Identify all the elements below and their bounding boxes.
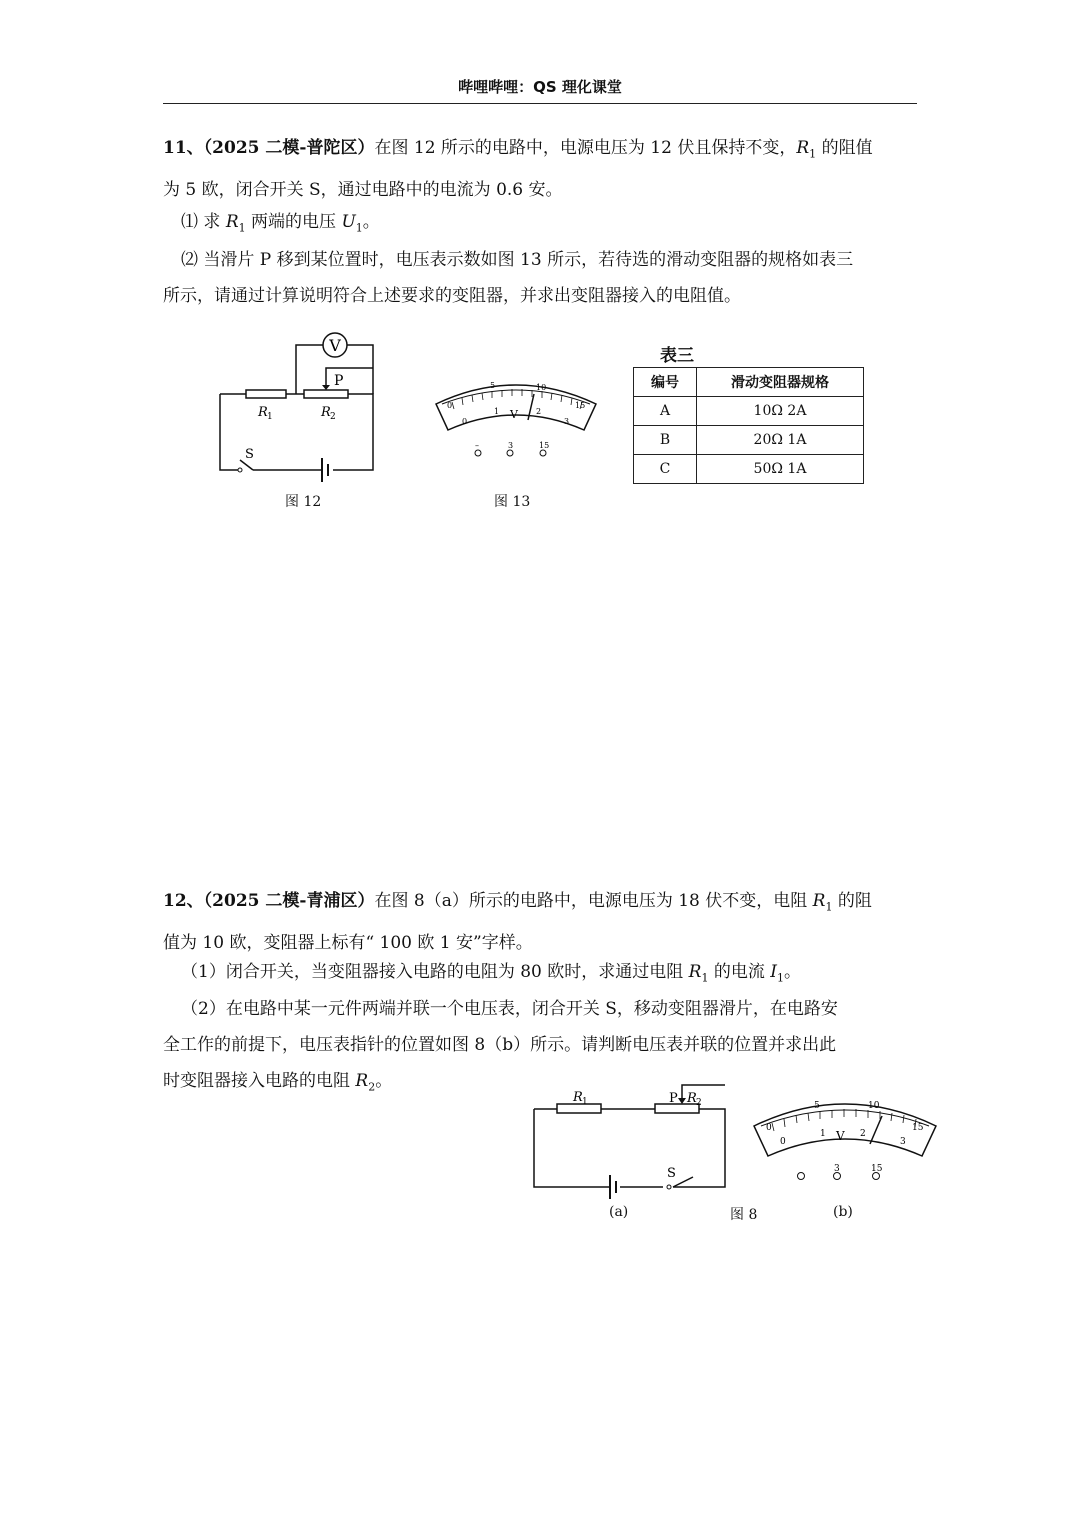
q11-stem-line2: 为 5 欧，闭合开关 S，通过电路中的电流为 0.6 安。 (163, 180, 563, 201)
q12-p1-text: （1）闭合开关，当变阻器接入电路的电阻为 80 欧时，求通过电阻 (181, 962, 689, 982)
table-row (634, 455, 864, 484)
figure-8b-voltmeter (750, 1092, 940, 1187)
terminal-minus (798, 1173, 805, 1180)
table-cell: B (634, 426, 697, 455)
q12-source: （2025 二模-青浦区） (203, 891, 375, 911)
terminal-minus (475, 450, 481, 456)
meter-bottom-1: 1 (494, 407, 500, 416)
q12-stem-text: 在图 8（a）所示的电路中，电源电压为 18 伏不变，电阻 (374, 891, 813, 911)
q11-p1-end: 。 (362, 212, 380, 232)
terminal-label-3: 3 (508, 441, 514, 450)
q11-p1-text: ⑴ 求 (181, 212, 226, 232)
q12-p2-end: 。 (375, 1071, 393, 1091)
table-header: 编号 (634, 368, 697, 397)
table-cell: 50Ω 1A (697, 455, 864, 484)
fig13-caption: 图 13 (494, 494, 531, 510)
meter-top-0: 0 (447, 401, 453, 410)
meter-bottom-1: 1 (820, 1129, 826, 1139)
q11-r-symbol: R (796, 138, 810, 158)
q12-p1-r-sub: 1 (701, 971, 709, 985)
table-row (634, 397, 864, 426)
meter-top-15: 15 (575, 401, 586, 410)
meter-ticks (772, 1109, 916, 1131)
figure-13-voltmeter (432, 374, 600, 462)
fig8b-caption: (b) (833, 1204, 853, 1220)
meter-scale-arc (442, 390, 590, 404)
figure-8a-circuit (525, 1075, 735, 1200)
table-title: 表三 (660, 346, 694, 366)
q12-p2-r: R (355, 1071, 369, 1091)
q11-r-sub: 1 (809, 147, 817, 161)
meter-top-10: 10 (868, 1101, 880, 1111)
q12-stem-line2: 值为 10 欧，变阻器上标有“ 100 欧 1 安”字样。 (163, 933, 533, 954)
q11-p1-u-sub: 1 (355, 221, 363, 235)
q12-p1-i: I (770, 962, 778, 982)
switch-icon (673, 1177, 693, 1187)
meter-top-15: 15 (912, 1123, 924, 1133)
table-row (634, 426, 864, 455)
q11-source: （2025 二模-普陀区） (203, 138, 375, 158)
meter-bottom-0: 0 (780, 1137, 786, 1147)
q11-stem-text: 在图 12 所示的电路中，电源电压为 12 伏且保持不变， (374, 138, 797, 158)
q12-number: 12、 (163, 891, 204, 911)
q12-p2-line2: 全工作的前提下，电压表指针的位置如图 8（b）所示。请判断电压表并联的位置并求出此 (163, 1035, 837, 1055)
battery-icon (610, 1175, 616, 1199)
q11-p1-u: U (341, 212, 356, 232)
q12-r-symbol: R (812, 891, 826, 911)
resistor-r1 (246, 390, 286, 398)
fig8-r1-label: R (573, 1090, 583, 1105)
q11-stem (163, 130, 919, 208)
q12-p2-r-sub: 2 (368, 1080, 376, 1094)
q11-part2 (163, 242, 919, 314)
meter-top-5: 5 (490, 381, 496, 390)
resistor-r1 (557, 1104, 601, 1113)
slider-arrow-icon (678, 1098, 686, 1104)
table-cell: 20Ω 1A (697, 426, 864, 455)
meter-pointer (870, 1116, 882, 1144)
meter-top-10: 10 (536, 383, 547, 392)
fig12-caption: 图 12 (285, 494, 322, 510)
q11-p1-text-b: 两端的电压 (245, 212, 342, 232)
q12-r-sub: 1 (825, 900, 833, 914)
fig8-p-label: P (669, 1091, 678, 1106)
terminal-15 (540, 450, 546, 456)
wire (220, 394, 373, 470)
table-cell: A (634, 397, 697, 426)
meter-unit: V (510, 408, 518, 421)
wire (534, 1109, 725, 1187)
table-cell: 10Ω 2A (697, 397, 864, 426)
fig12-v-label: V (329, 336, 341, 355)
rheostat-spec-table (633, 367, 864, 484)
q11-p1-r-sub: 1 (238, 221, 246, 235)
q12-p2-line3: 时变阻器接入电路的电阻 (163, 1071, 356, 1091)
switch-pivot (238, 468, 242, 472)
q11-p2-line1: ⑵ 当滑片 P 移到某位置时，电压表示数如图 13 所示，若待选的滑动变阻器的规格如表三 (181, 250, 854, 270)
fig12-p-label: P (334, 373, 344, 389)
q12-stem (163, 883, 919, 961)
meter-bottom-3: 3 (564, 417, 570, 426)
meter-bottom-2: 2 (860, 1129, 866, 1139)
battery-icon (322, 458, 328, 482)
meter-face (754, 1104, 936, 1156)
q11-p1-r: R (225, 212, 239, 232)
fig8-r2-label: R (687, 1091, 697, 1106)
q11-p2-line2: 所示，请通过计算说明符合上述要求的变阻器，并求出变阻器接入的电阻值。 (163, 286, 741, 306)
fig12-s-label: S (245, 447, 254, 462)
q11-part1 (163, 204, 919, 246)
q12-p1-text-b: 的电流 (708, 962, 771, 982)
meter-bottom-2: 2 (536, 407, 542, 416)
fig12-r1-sub: 1 (267, 412, 273, 422)
rheostat-r2 (304, 390, 348, 398)
fig12-r2-label: R (321, 405, 331, 420)
q12-p2-line1: （2）在电路中某一元件两端并联一个电压表，闭合开关 S，移动变阻器滑片，在电路安 (181, 999, 838, 1019)
meter-bottom-3: 3 (900, 1137, 906, 1147)
fig8-r2-sub: 2 (696, 1098, 702, 1108)
meter-top-0: 0 (766, 1123, 772, 1133)
q12-p1-r: R (688, 962, 702, 982)
fig8-s-label: S (667, 1166, 676, 1181)
fig8-caption: 图 8 (730, 1207, 758, 1223)
figure-12-circuit (210, 328, 390, 488)
q11-stem-text-b: 的阻值 (816, 138, 873, 158)
fig12-r1-label: R (258, 405, 268, 420)
table-cell: C (634, 455, 697, 484)
meter-unit: V (836, 1129, 845, 1143)
table-header: 滑动变阻器规格 (697, 368, 864, 397)
meter-top-5: 5 (814, 1101, 820, 1111)
fig8-r1-sub: 1 (582, 1097, 588, 1107)
page-header: 哔哩哔哩：QS 理化课堂 (163, 76, 917, 104)
q12-stem-text-b: 的阻 (832, 891, 872, 911)
q11-number: 11、 (163, 138, 204, 158)
fig8a-caption: (a) (609, 1204, 629, 1220)
terminal-label-3: 3 (834, 1164, 840, 1174)
meter-bottom-0: 0 (462, 417, 468, 426)
fig12-r2-sub: 2 (330, 412, 336, 422)
terminal-3 (507, 450, 513, 456)
q12-p1-end: 。 (784, 962, 802, 982)
terminal-label-15: 15 (871, 1164, 883, 1174)
terminal-label-minus: – (475, 441, 479, 450)
switch-pivot (667, 1185, 671, 1189)
q12-p1-i-sub: 1 (777, 971, 785, 985)
terminal-label-15: 15 (539, 441, 550, 450)
